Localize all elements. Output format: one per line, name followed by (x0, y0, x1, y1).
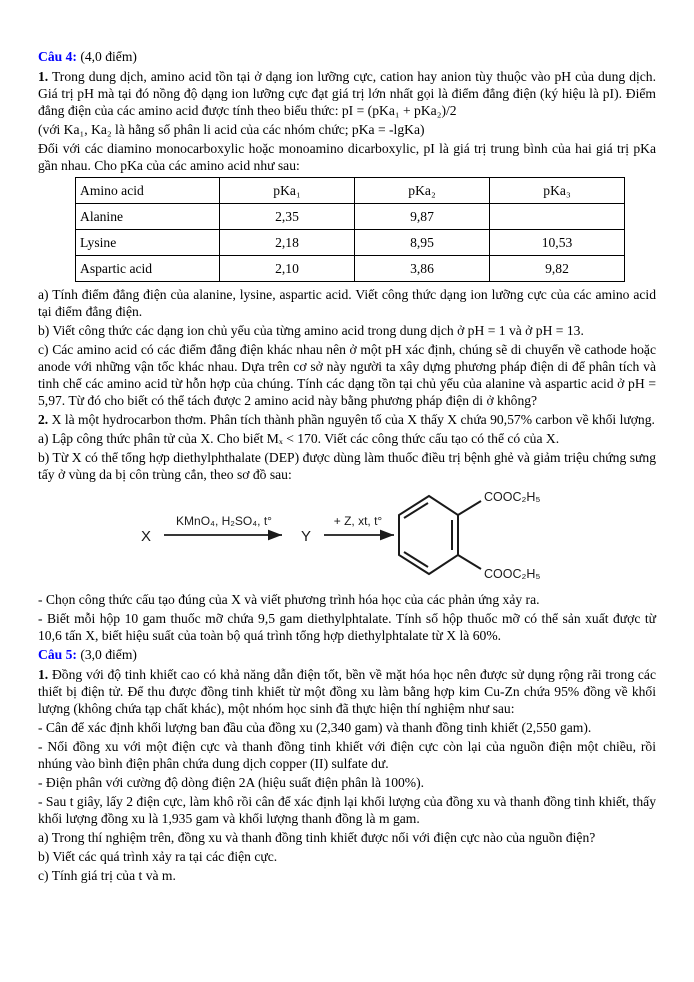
cau5-heading-label: Câu 5: (38, 647, 77, 662)
scheme-arrow-2-head (380, 530, 394, 541)
pka-header-pka2: pKa₂ (355, 178, 490, 204)
cau4-paragraph-1 (38, 68, 656, 119)
cau5-question-a (38, 829, 656, 846)
cau4-b1-text: - Chọn công thức cấu tạo đúng của X và viết phương trình hóa học của các phản ứng xảy ra. (38, 592, 540, 607)
cau4-qc-text: c) Các amino acid có các điểm đẳng điện khác nhau nên ở một pH xác định, chúng sẽ di chuyển về cathode hoặc anode với những vận tốc khác nhau. Dựa trên cơ sở này người ta xây dựng phương pháp điện di để phân tích và tinh chế các amino acid từ hỗn hợp của chúng. Tính các dạng tồn tại chủ yếu của alanine và aspartic acid ở pH = 5,97. Từ đó cho biết có thể tách được 2 amino acid này bằng phương pháp điện di ở không? (38, 342, 656, 408)
pka-table-header-row (76, 178, 625, 204)
cau5-p1-number: 1. (38, 667, 49, 682)
cau4-p1-number: 1. (38, 69, 49, 84)
cau5-heading (38, 646, 656, 663)
cau4-qb-text: b) Viết công thức các dạng ion chủ yếu của từng amino acid trong dung dịch ở pH = 1 và ở pH = 13. (38, 323, 584, 338)
cau4-question-2b (38, 449, 656, 483)
cau4-heading-label: Câu 4: (38, 49, 77, 64)
cell-aspartic-pka3: 9,82 (490, 256, 625, 282)
cau5-b3-text: - Điện phân với cường độ dòng điện 2A (hiệu suất điện phân là 100%). (38, 775, 425, 790)
cau4-heading (38, 48, 656, 65)
pka-table (75, 177, 625, 282)
ester-bond-top (458, 501, 481, 515)
cell-lysine-pka1: 2,18 (220, 230, 355, 256)
cau5-b2-text: - Nối đồng xu với một điện cực và thanh đồng tinh khiết với điện cực còn lại của nguồn điện một chiều, rồi nhúng vào bình điện phân chứa dung dịch copper (II) sulfate dư. (38, 739, 656, 771)
cau4-question-c (38, 341, 656, 409)
cau4-q2a-text: a) Lập công thức phân tử của X. Cho biết Mₓ < 170. Viết các công thức cấu tạo có thể có của X. (38, 431, 560, 446)
cau4-paragraph-4 (38, 411, 656, 428)
cau4-heading-points: (4,0 điểm) (80, 49, 137, 64)
cau5-heading-points: (3,0 điểm) (80, 647, 137, 662)
benzene-ring (399, 496, 458, 574)
cau5-bullet-2 (38, 738, 656, 772)
scheme-arrow-1-label: KMnO₄, H₂SO₄, t° (176, 514, 272, 528)
cau5-p1-text: Đồng với độ tinh khiết cao có khả năng dẫn điện tốt, bền về mặt hóa học nên được sử dụng rộng rãi trong các thiết bị điện tử. Để thu được đồng tinh khiết từ một đồng xu làm bằng hợp kim Cu-Zn chứa 95% đồng về khối lượng (không chứa tạp chất khác), một nhóm học sinh đã thực hiện thí nghiệm như sau: (38, 667, 656, 716)
cau5-qa-text: a) Trong thí nghiệm trên, đồng xu và thanh đồng tinh khiết được nối với điện cực nào của nguồn điện? (38, 830, 596, 845)
cell-alanine-pka1: 2,35 (220, 204, 355, 230)
cell-aspartic-pka2: 3,86 (355, 256, 490, 282)
cau4-question-b (38, 322, 656, 339)
scheme-arrow-1-head (268, 530, 282, 541)
cell-alanine-name: Alanine (76, 204, 220, 230)
cau5-bullet-3 (38, 774, 656, 791)
ester-label-top: COOC₂H₅ (484, 490, 541, 504)
cau4-p2-text: (với Ka₁, Ka₂ là hằng số phân li acid của các nhóm chức; pKa = -lgKa) (38, 122, 425, 137)
cau4-question-2a (38, 430, 656, 447)
ester-label-bottom: COOC₂H₅ (484, 567, 541, 581)
cau5-b4-text: - Sau t giây, lấy 2 điện cực, làm khô rồi cân để xác định lại khối lượng của đồng xu và thanh đồng tinh khiết, thấy khối lượng đồng xu là 1,935 gam và khối lượng thanh đồng là m gam. (38, 794, 656, 826)
ester-bond-bottom (458, 555, 481, 569)
pka-header-pka3: pKa₃ (490, 178, 625, 204)
cau5-bullet-1 (38, 719, 656, 736)
reaction-scheme-svg (94, 485, 659, 589)
cau4-p4-text: X là một hydrocarbon thơm. Phân tích thành phần nguyên tố của X thấy X chứa 90,57% carbon về khối lượng. (51, 412, 655, 427)
cau4-p4-number: 2. (38, 412, 49, 427)
cau4-question-a (38, 286, 656, 320)
cau5-question-c (38, 867, 656, 884)
cau4-b2-text: - Biết mỗi hộp 10 gam thuốc mỡ chứa 9,5 gam diethylphtalate. Tính số hộp thuốc mỡ có thể sản xuất được từ 10,6 tấn X, biết hiệu suất của toàn bộ quá trình tổng hợp diethylphtalate từ X là 60%. (38, 611, 656, 643)
cau4-bullet-1 (38, 591, 656, 608)
cell-lysine-pka2: 8,95 (355, 230, 490, 256)
table-row (76, 256, 625, 282)
table-row (76, 230, 625, 256)
reaction-scheme (94, 485, 656, 589)
cau5-bullet-4 (38, 793, 656, 827)
cell-alanine-pka3 (490, 204, 625, 230)
pka-header-amino-acid: Amino acid (76, 178, 220, 204)
cell-alanine-pka2: 9,87 (355, 204, 490, 230)
scheme-reactant-x: X (140, 528, 152, 545)
cau4-paragraph-3 (38, 140, 656, 174)
cau5-question-b (38, 848, 656, 865)
cau4-qa-text: a) Tính điểm đẳng điện của alanine, lysine, aspartic acid. Viết công thức dạng ion lưỡng cực của các amino acid tại điểm đẳng điện. (38, 287, 656, 319)
cell-aspartic-pka1: 2,10 (220, 256, 355, 282)
cau5-paragraph-1 (38, 666, 656, 717)
scheme-intermediate-y: Y (300, 528, 312, 545)
cau4-p3-text: Đối với các diamino monocarboxylic hoặc monoamino dicarboxylic, pI là giá trị trung bình của hai giá trị pKa gần nhau. Cho pKa của các amino acid như sau: (38, 141, 656, 173)
cau4-bullet-2 (38, 610, 656, 644)
scheme-arrow-2-label: + Z, xt, t° (333, 514, 383, 528)
cau4-q2b-text: b) Từ X có thể tổng hợp diethylphthalate (DEP) được dùng làm thuốc điều trị bệnh ghẻ và giảm triệu chứng sưng tấy ở vùng da bị côn trùng cắn, theo sơ đồ sau: (38, 450, 656, 482)
pka-header-pka1: pKa₁ (220, 178, 355, 204)
table-row (76, 204, 625, 230)
cell-lysine-name: Lysine (76, 230, 220, 256)
cau4-paragraph-2 (38, 121, 656, 138)
cau4-p1-text: Trong dung dịch, amino acid tồn tại ở dạng ion lưỡng cực, cation hay anion tùy thuộc vào pH của dung dịch. Giá trị pH mà tại đó nồng độ dạng ion lưỡng cực đạt giá trị lớn nhất gọi là điểm đẳng điện (ký hiệu là pI). Điểm đẳng điện của các amino acid được tính theo biểu thức: pI = (pKa₁ + pKa₂)/2 (38, 69, 656, 118)
cell-aspartic-name: Aspartic acid (76, 256, 220, 282)
cell-lysine-pka3: 10,53 (490, 230, 625, 256)
cau5-b1-text: - Cân để xác định khối lượng ban đầu của đồng xu (2,340 gam) và thanh đồng tinh khiết (2,550 gam). (38, 720, 592, 735)
cau5-qc-text: c) Tính giá trị của t và m. (38, 868, 176, 883)
cau5-qb-text: b) Viết các quá trình xảy ra tại các điện cực. (38, 849, 278, 864)
